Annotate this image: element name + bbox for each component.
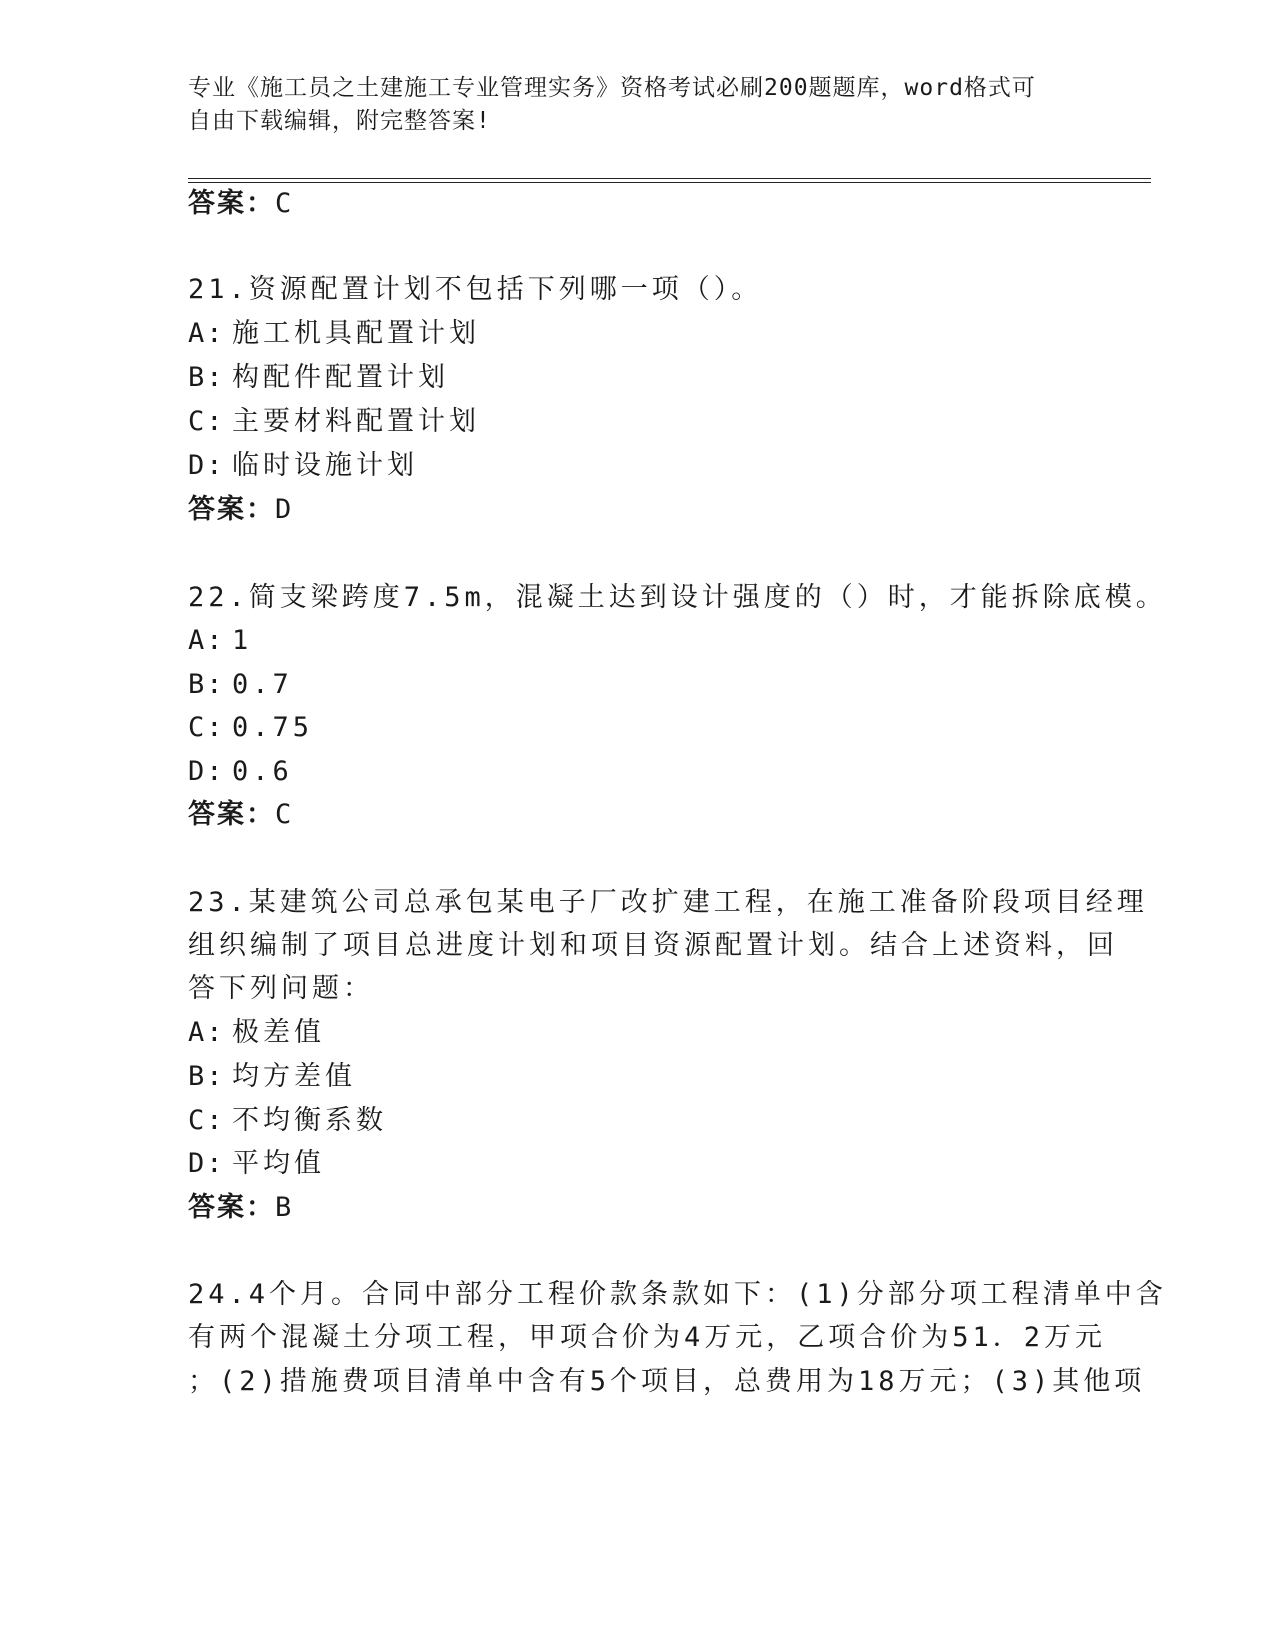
question-22-option-d: [188, 755, 293, 789]
option-text: 构配件配置计划: [232, 362, 449, 393]
option-text: 不均衡系数: [232, 1105, 387, 1136]
header-line-1: 专业《施工员之土建施工专业管理实务》资格考试必刷200题题库，word格式可: [188, 75, 1036, 101]
answer-question-21: [188, 493, 293, 527]
option-label: D:: [188, 756, 225, 787]
answer-value: C: [275, 188, 294, 219]
option-label: B:: [188, 669, 225, 700]
answer-label: 答案：: [188, 799, 275, 830]
option-text: 平均值: [232, 1148, 325, 1179]
option-text: 极差值: [232, 1017, 325, 1048]
question-23-option-d: [188, 1147, 325, 1181]
option-label: A:: [188, 1017, 225, 1048]
option-text: 0.7: [232, 669, 293, 700]
answer-value: C: [275, 799, 294, 830]
option-text: 临时设施计划: [232, 450, 418, 481]
question-24-stem-line-3: ；(2)措施费项目清单中含有5个项目，总费用为18万元；(3)其他项: [188, 1366, 1146, 1397]
option-label: B:: [188, 1061, 225, 1092]
answer-question-22: [188, 798, 293, 832]
answer-value: D: [275, 494, 294, 525]
question-22-option-b: [188, 668, 293, 702]
question-21-option-c: [188, 405, 480, 439]
question-21-option-b: [188, 361, 449, 395]
option-text: 1: [232, 625, 253, 656]
answer-label: 答案：: [188, 494, 275, 525]
option-text: 均方差值: [232, 1061, 356, 1092]
header-divider-top: [188, 178, 1151, 179]
option-label: A:: [188, 625, 225, 656]
option-label: D:: [188, 450, 225, 481]
question-23-stem-line-3: 答下列问题：: [188, 973, 374, 1004]
question-23-stem-line-1: 23.某建筑公司总承包某电子厂改扩建工程，在施工准备阶段项目经理: [188, 887, 1148, 918]
question-23-option-b: [188, 1060, 356, 1094]
document-header: [188, 72, 1068, 138]
header-divider-bottom: [188, 182, 1151, 183]
option-label: D:: [188, 1148, 225, 1179]
question-22-option-c: [188, 711, 313, 745]
option-text: 主要材料配置计划: [232, 406, 480, 437]
question-21-option-a: [188, 317, 480, 351]
question-21-option-d: [188, 449, 418, 483]
question-22-option-a: [188, 624, 252, 658]
answer-question-23: [188, 1191, 293, 1225]
option-label: C:: [188, 712, 225, 743]
option-label: A:: [188, 318, 225, 349]
question-24-stem-line-2: 有两个混凝土分项工程，甲项合价为4万元，乙项合价为51．2万元: [188, 1322, 1107, 1353]
question-23-option-a: [188, 1016, 325, 1050]
question-24-stem-line-1: 24.4个月。合同中部分工程价款条款如下：(1)分部分项工程清单中含: [188, 1279, 1167, 1310]
answer-label: 答案：: [188, 188, 275, 219]
question-23-stem-line-2: 组织编制了项目总进度计划和项目资源配置计划。结合上述资料，回: [188, 930, 1118, 961]
option-text: 0.6: [232, 756, 293, 787]
option-text: 施工机具配置计划: [232, 318, 480, 349]
option-label: C:: [188, 1105, 225, 1136]
question-21-stem: 21.资源配置计划不包括下列哪一项（）。: [188, 274, 763, 305]
option-label: B:: [188, 362, 225, 393]
option-text: 0.75: [232, 712, 314, 743]
answer-label: 答案：: [188, 1192, 275, 1223]
question-23-option-c: [188, 1104, 387, 1138]
answer-previous: [188, 187, 293, 221]
question-22-stem: 22.简支梁跨度7.5m，混凝土达到设计强度的（）时，才能拆除底模。: [188, 582, 1167, 613]
option-label: C:: [188, 406, 225, 437]
header-line-2: 自由下载编辑，附完整答案!: [188, 108, 491, 134]
answer-value: B: [275, 1192, 294, 1223]
